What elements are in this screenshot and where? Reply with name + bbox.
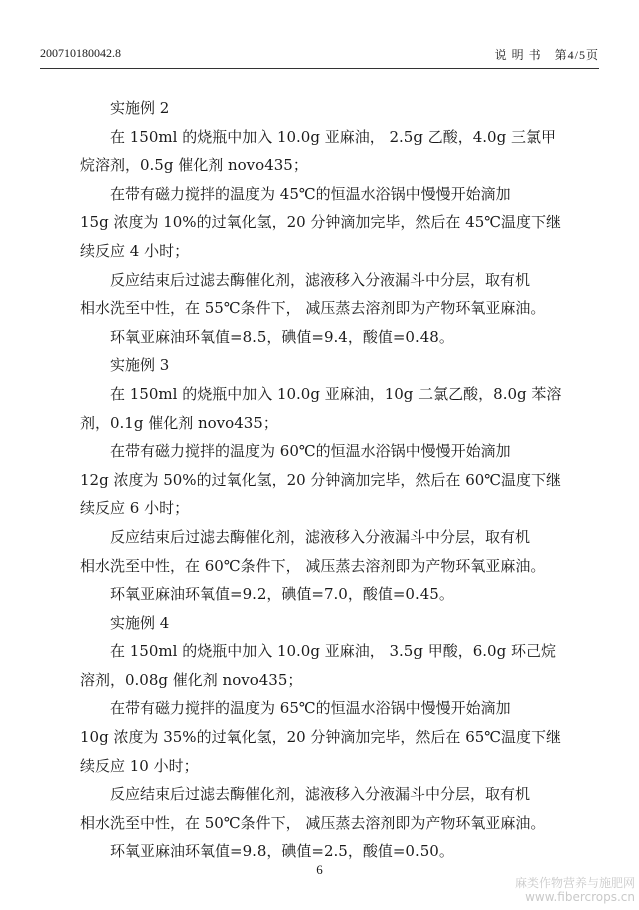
text-line: 续反应 10 小时；	[80, 756, 199, 775]
text-line: 反应结束后过滤去酶催化剂，滤液移入分液漏斗中分层，取有机	[110, 270, 531, 289]
text-line: 相水洗至中性，在 50℃条件下， 减压蒸去溶剂即为产物环氧亚麻油。	[80, 813, 546, 832]
text-line: 续反应 4 小时；	[80, 241, 190, 260]
text-line: 溶剂，0.08g 催化剂 novo435；	[80, 670, 303, 689]
page-number: 6	[316, 862, 323, 877]
page-header	[40, 46, 599, 66]
header-rule	[40, 68, 599, 69]
section-heading: 实施例 3	[110, 356, 170, 375]
watermark-url: www.fibercrops.cn	[525, 890, 635, 904]
text-line: 烷溶剂，0.5g 催化剂 novo435；	[80, 156, 308, 175]
watermark	[505, 876, 635, 904]
text-line: 在 150ml 的烧瓶中加入 10.0g 亚麻油，10g 二氯乙酸，8.0g 苯溶	[110, 384, 562, 403]
text-line: 剂，0.1g 催化剂 novo435；	[80, 413, 278, 432]
document-number: 200710180042.8	[40, 46, 121, 60]
text-line: 15g 浓度为 10%的过氧化氢，20 分钟滴加完毕，然后在 45℃温度下继	[80, 213, 562, 232]
document-body	[80, 94, 580, 866]
section-heading: 实施例 2	[110, 99, 170, 117]
section-title: 说 明 书 第4/5页	[494, 48, 599, 62]
text-line: 反应结束后过滤去酶催化剂，滤液移入分液漏斗中分层，取有机	[110, 527, 531, 546]
text-line: 续反应 6 小时；	[80, 499, 190, 518]
text-line: 在 150ml 的烧瓶中加入 10.0g 亚麻油， 2.5g 乙酸，4.0g 三氯甲	[110, 127, 556, 146]
text-line: 相水洗至中性，在 55℃条件下， 减压蒸去溶剂即为产物环氧亚麻油。	[80, 299, 546, 318]
text-line: 在带有磁力搅拌的温度为 60℃的恒温水浴锅中慢慢开始滴加	[110, 442, 511, 461]
text-line: 在带有磁力搅拌的温度为 45℃的恒温水浴锅中慢慢开始滴加	[110, 184, 511, 203]
text-line: 相水洗至中性，在 60℃条件下， 减压蒸去溶剂即为产物环氧亚麻油。	[80, 556, 546, 575]
text-line: 10g 浓度为 35%的过氧化氢，20 分钟滴加完毕，然后在 65℃温度下继	[80, 728, 562, 747]
text-line: 环氧亚麻油环氧值=9.2，碘值=7.0，酸值=0.45。	[110, 585, 454, 604]
section-heading: 实施例 4	[110, 613, 170, 632]
watermark-site-name: 麻类作物营养与施肥网	[514, 876, 635, 890]
text-line: 在 150ml 的烧瓶中加入 10.0g 亚麻油， 3.5g 甲酸，6.0g 环己烷	[110, 642, 556, 661]
text-line: 在带有磁力搅拌的温度为 65℃的恒温水浴锅中慢慢开始滴加	[110, 699, 511, 718]
text-line: 反应结束后过滤去酶催化剂，滤液移入分液漏斗中分层，取有机	[110, 785, 531, 804]
text-line: 环氧亚麻油环氧值=9.8，碘值=2.5，酸值=0.50。	[110, 842, 454, 861]
text-line: 12g 浓度为 50%的过氧化氢，20 分钟滴加完毕，然后在 60℃温度下继	[80, 470, 562, 489]
text-line: 环氧亚麻油环氧值=8.5，碘值=9.4，酸值=0.48。	[110, 327, 454, 346]
